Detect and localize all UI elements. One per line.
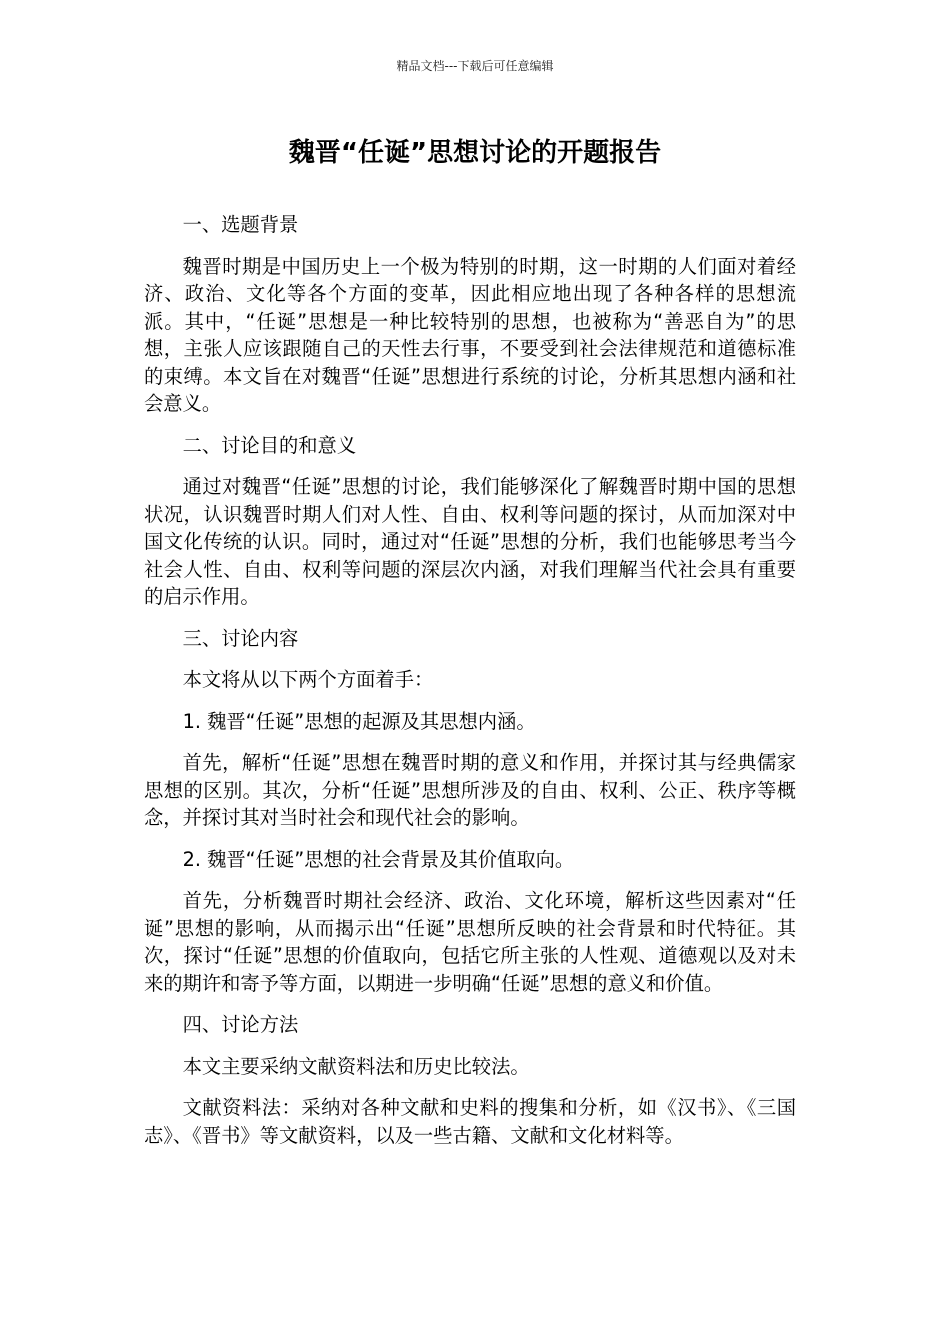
list-item-1-paragraph: 首先，解析“任诞”思想在魏晋时期的意义和作用，并探讨其与经典儒家思想的区别。其次，分析“任诞”思想所涉及的自由、权利、公正、秩序等概念，并探讨其对当时社会和现代社会的影响。 [144,751,796,829]
paragraph-content-intro: 本文将从以下两个方面着手： [182,668,434,691]
list-item-2-heading: 2. 魏晋“任诞”思想的社会背景及其价值取向。 [182,847,575,871]
section-heading-purpose: 二、讨论目的和意义 [182,433,357,457]
paragraph-literature-method: 文献资料法：采纳对各种文献和史料的搜集和分析，如《汉书》、《三国志》、《晋书》等文献资料，以及一些古籍、文献和文化材料等。 [144,1096,796,1147]
paragraph-purpose: 通过对魏晋“任诞”思想的讨论，我们能够深化了解魏晋时期中国的思想状况，认识魏晋时期人们对人性、自由、权利等问题的探讨，从而加深对中国文化传统的认识。同时，通过对“任诞”思想的分析，我们也能够思考当今社会人性、自由、权利等问题的深层次内涵，对我们理解当代社会具有重要的启示作用。 [144,475,796,608]
list-item-1-heading: 1. 魏晋“任诞”思想的起源及其思想内涵。 [182,709,536,733]
document-body [144,211,796,1163]
list-item-2-paragraph: 首先，分析魏晋时期社会经济、政治、文化环境，解析这些因素对“任诞”思想的影响，从而揭示出“任诞”思想所反映的社会背景和时代特征。其次，探讨“任诞”思想的价值取向，包括它所主张的人性观、道德观以及对未来的期许和寄予等方面，以期进一步明确“任诞”思想的意义和价值。 [144,889,796,995]
document-title: 魏晋“任诞”思想讨论的开题报告 [288,138,662,168]
paragraph-method-intro: 本文主要采纳文献资料法和历史比较法。 [182,1054,530,1078]
section-heading-content: 三、讨论内容 [182,626,299,650]
header-note: 精品文档---下载后可任意编辑 [396,59,554,73]
section-heading-method: 四、讨论方法 [182,1013,299,1036]
paragraph-background: 魏晋时期是中国历史上一个极为特别的时期，这一时期的人们面对着经济、政治、文化等各个方面的变革，因此相应地出现了各种各样的思想流派。其中，“任诞”思想是一种比较特别的思想，也被称为“善恶自为”的思想，主张人应该跟随自己的天性去行事，不要受到社会法律规范和道德标准的束缚。本文旨在对魏晋“任诞”思想进行系统的讨论，分析其思想内涵和社会意义。 [144,254,796,415]
section-heading-background: 一、选题背景 [182,213,299,236]
